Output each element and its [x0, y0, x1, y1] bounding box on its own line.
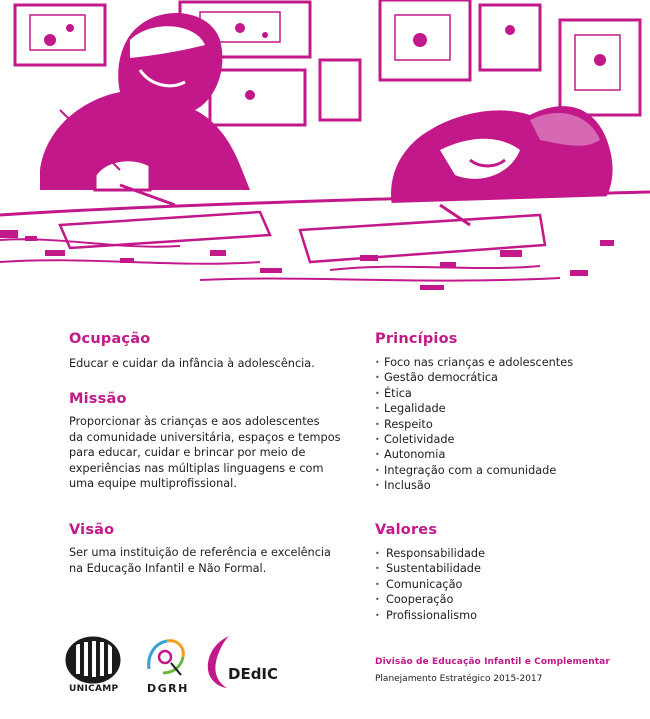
ocupacao-heading: Ocupação: [69, 331, 151, 347]
dgrh-label: DGRH: [147, 682, 189, 695]
valores-heading: Valores: [375, 522, 438, 538]
visao-line: na Educação Infantil e Não Formal.: [69, 561, 267, 575]
list-item: • Legalidade: [375, 401, 635, 416]
missao-line: da comunidade universitária, espaços e tempos: [69, 430, 341, 444]
list-item: • Respeito: [375, 417, 635, 432]
list-item: • Autonomia: [375, 447, 635, 462]
list-item: • Sustentabilidade: [375, 561, 635, 576]
children-drawing-illustration: [0, 0, 650, 300]
missao-section: [69, 390, 344, 492]
list-item: • Ética: [375, 386, 635, 401]
dedic-label: DEdIC: [228, 665, 279, 683]
list-item: • Cooperação: [375, 592, 635, 607]
dgrh-logo-icon: [143, 633, 189, 679]
list-item: • Responsabilidade: [375, 546, 635, 561]
list-item: • Comunicação: [375, 577, 635, 592]
missao-line: para educar, cuidar e brincar por meio de: [69, 446, 306, 460]
list-item: • Coletividade: [375, 432, 635, 447]
unicamp-logo-icon: [64, 636, 122, 684]
strategic-plan-label: Planejamento Estratégico 2015-2017: [375, 674, 543, 684]
missao-line: Proporcionar às crianças e aos adolescentes: [69, 415, 320, 428]
missao-line: uma equipe multiprofissional.: [69, 477, 237, 491]
ocupacao-text: Educar e cuidar da infância à adolescência.: [69, 357, 315, 370]
valores-list: [375, 546, 635, 623]
visao-line: Ser uma instituição de referência e excelência: [69, 546, 331, 559]
missao-line: experiências nas múltiplas linguagens e com: [69, 461, 324, 475]
division-name: Divisão de Educação Infantil e Complementar: [375, 657, 610, 667]
unicamp-label: UNICAMP: [69, 684, 119, 694]
principios-heading: Princípios: [375, 331, 458, 347]
principios-list: [375, 355, 635, 494]
principios-section: [375, 330, 635, 494]
ocupacao-section: [69, 330, 344, 372]
valores-section: [375, 521, 635, 623]
list-item: • Gestão democrática: [375, 370, 635, 385]
list-item: • Profissionalismo: [375, 608, 635, 623]
list-item: • Foco nas crianças e adolescentes: [375, 355, 635, 370]
missao-heading: Missão: [69, 391, 127, 407]
list-item: • Integração com a comunidade: [375, 463, 635, 478]
visao-heading: Visão: [69, 522, 115, 538]
list-item: • Inclusão: [375, 478, 635, 493]
visao-section: [69, 521, 344, 576]
